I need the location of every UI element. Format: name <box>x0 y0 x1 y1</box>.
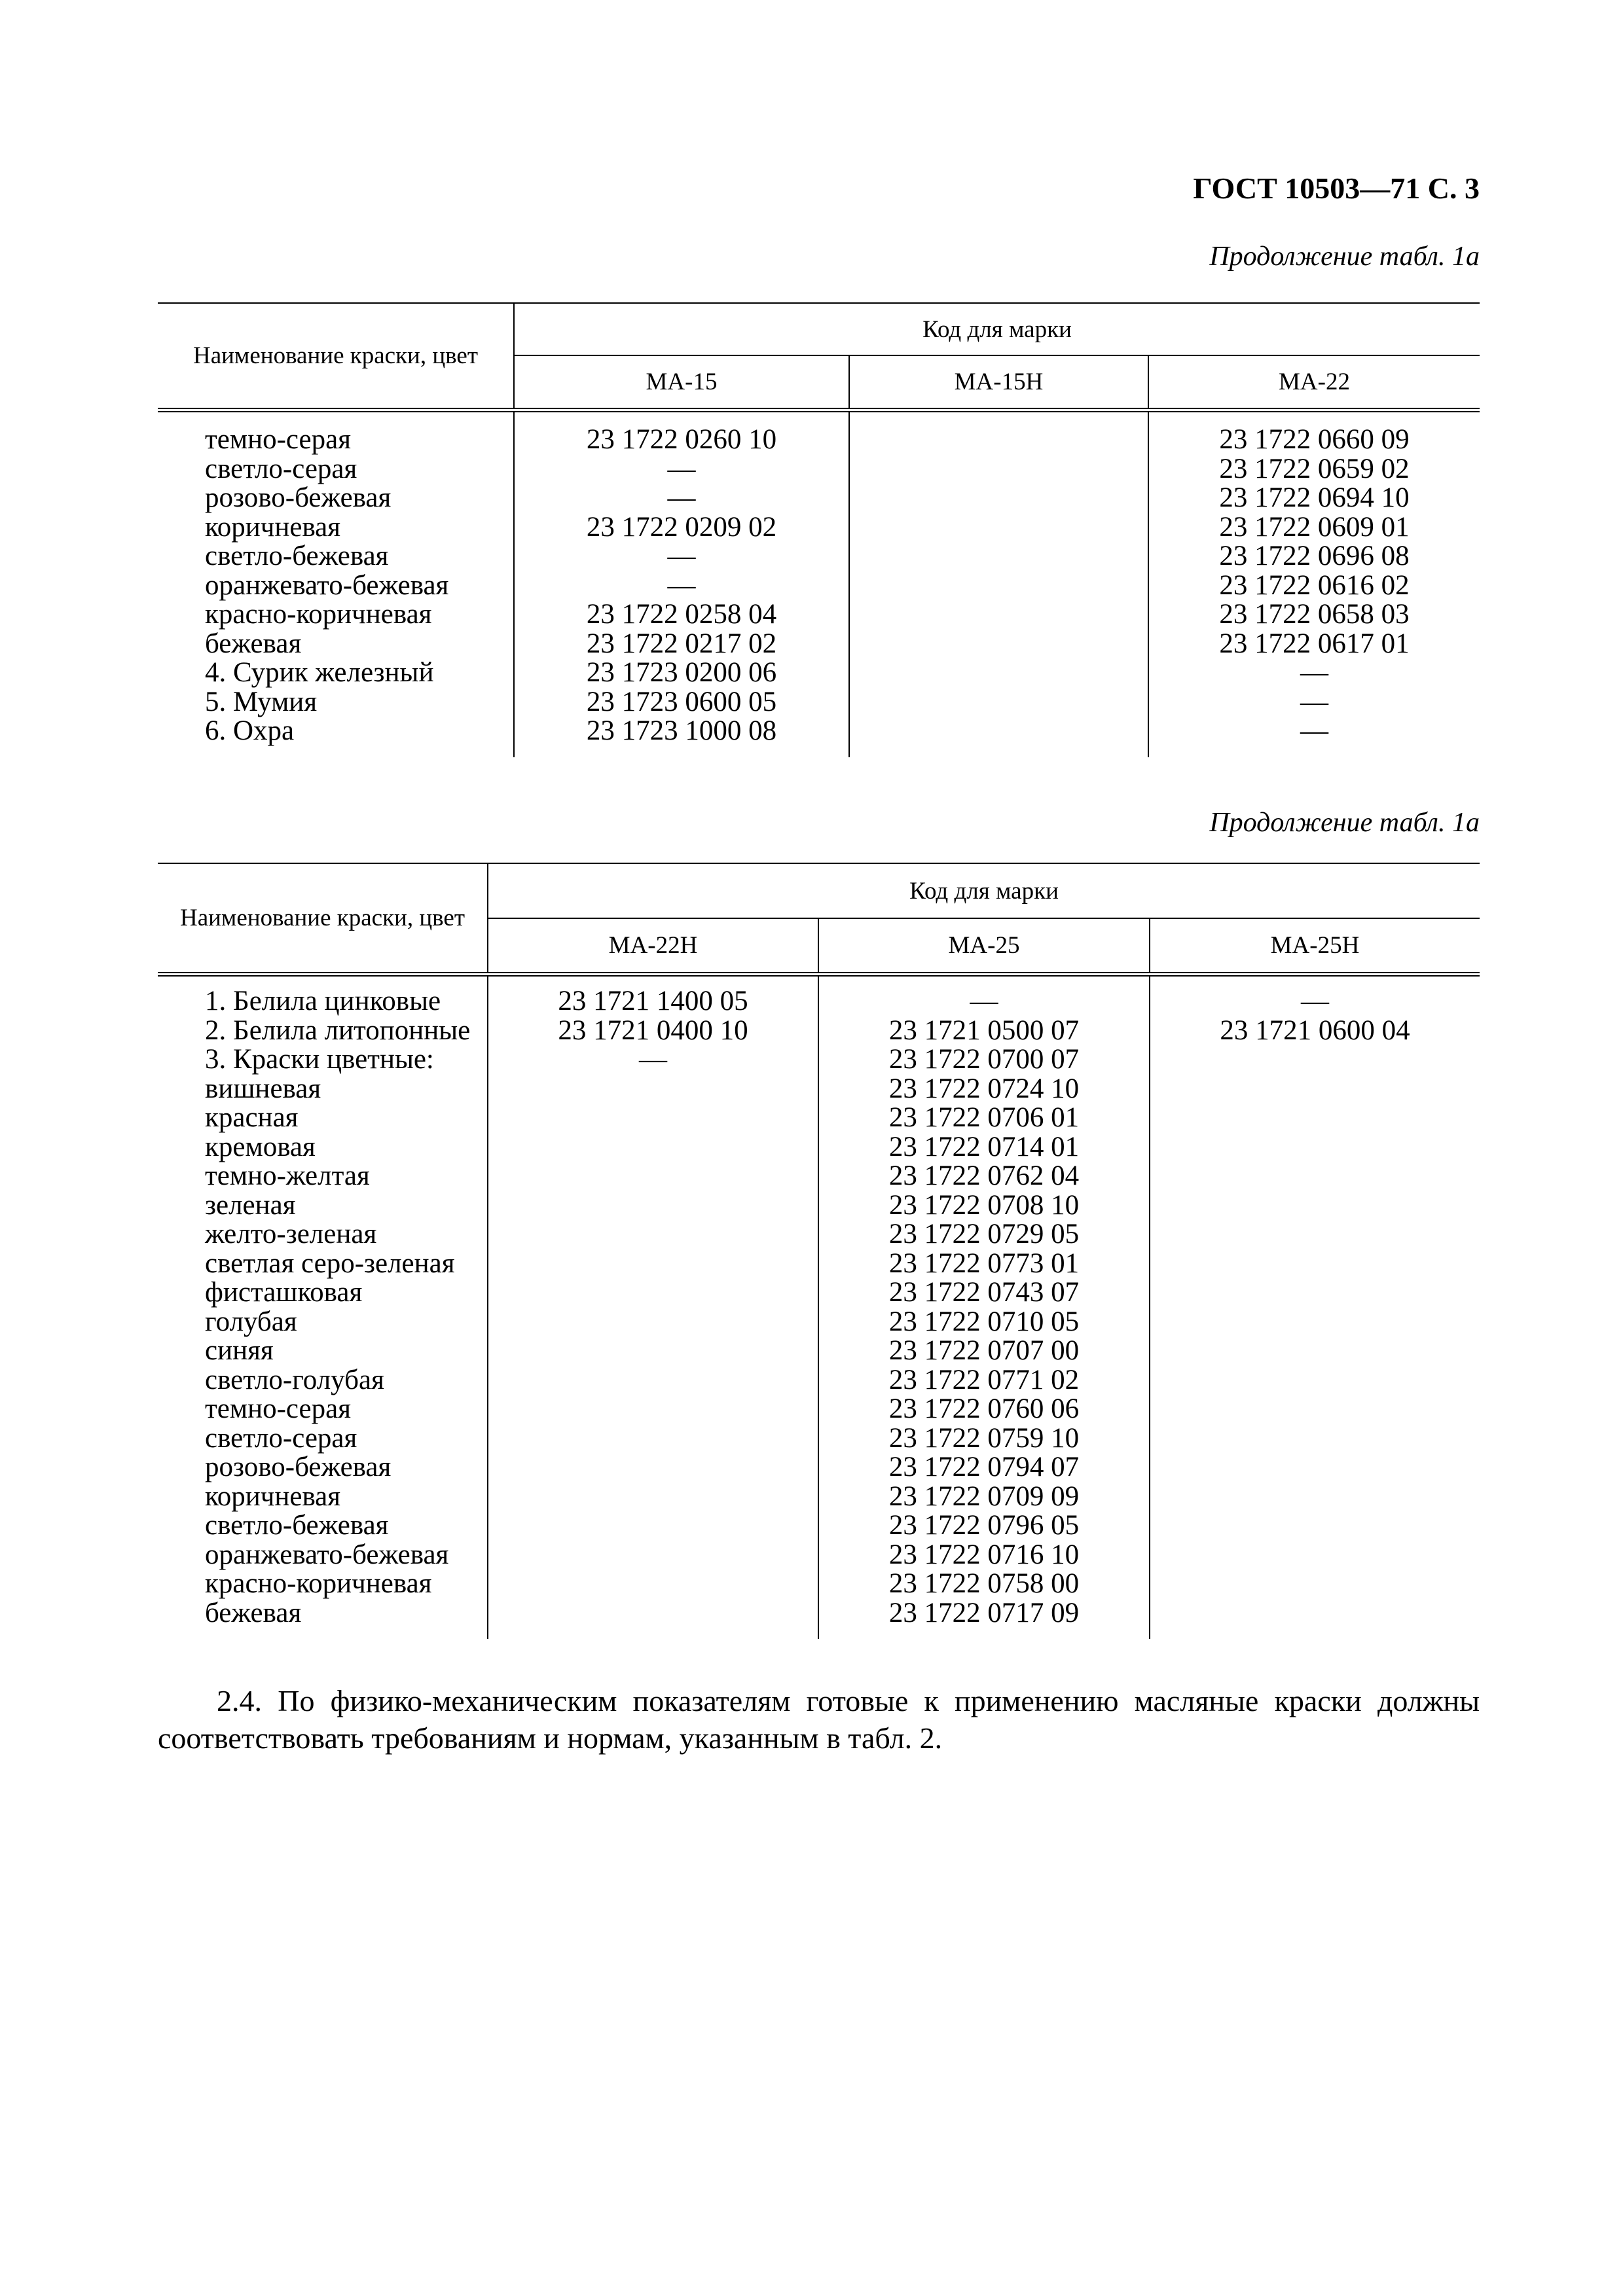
table-row <box>158 455 1480 484</box>
paint-code: 23 1722 0616 02 <box>1148 571 1480 601</box>
name-column-header: Наименование краски, цвет <box>179 905 465 931</box>
paint-name: голубая <box>205 1306 297 1337</box>
name-column-header: Наименование краски, цвет <box>192 342 478 369</box>
code-column-group <box>487 864 1480 972</box>
paint-code: 23 1722 0794 07 <box>818 1453 1149 1482</box>
paint-code: — <box>1148 688 1480 717</box>
paint-code: 23 1722 0717 09 <box>818 1599 1149 1628</box>
paint-code <box>1149 1249 1480 1279</box>
spacer-cell <box>158 1628 487 1639</box>
paint-code: 23 1722 0716 10 <box>818 1541 1149 1570</box>
paint-code: 23 1722 0609 01 <box>1148 513 1480 543</box>
body-paragraph: 2.4. По физико-механическим показателям готовые к применению масляные краски должны соответствовать требованиям и нормам, указанным в табл. 2. <box>158 1684 1480 1755</box>
paint-code <box>487 1395 818 1424</box>
paint-code: 23 1722 0617 01 <box>1148 630 1480 659</box>
paint-name: темно-серая <box>205 424 351 455</box>
table-row <box>158 571 1480 601</box>
paint-code <box>487 1599 818 1628</box>
paint-code: 23 1722 0694 10 <box>1148 484 1480 513</box>
paint-name: 6. Охра <box>205 715 295 746</box>
paint-code: 23 1722 0217 02 <box>513 630 848 659</box>
grade-column-header: МА-25Н <box>1149 919 1480 972</box>
paint-name: светло-голубая <box>205 1364 384 1395</box>
paint-code: 23 1722 0771 02 <box>818 1366 1149 1395</box>
paint-name: фисташковая <box>205 1277 363 1308</box>
paint-name: кремовая <box>205 1131 316 1162</box>
paint-code <box>487 1220 818 1249</box>
paint-name: красная <box>205 1102 299 1133</box>
paint-code <box>1149 1599 1480 1628</box>
paint-code: 23 1723 0600 05 <box>513 688 848 717</box>
paint-code <box>1149 1424 1480 1454</box>
table-row <box>158 1075 1480 1104</box>
paint-code <box>1149 1162 1480 1191</box>
codes-table <box>158 863 1480 1639</box>
paint-code: 23 1721 0600 04 <box>1149 1016 1480 1046</box>
table-row <box>158 1599 1480 1628</box>
paint-code <box>487 1191 818 1221</box>
paint-code <box>1149 1570 1480 1599</box>
table-row <box>158 658 1480 688</box>
paint-code: 23 1721 0400 10 <box>487 1016 818 1046</box>
paint-name: 3. Краски цветные: <box>205 1044 434 1075</box>
paint-code <box>1149 1103 1480 1133</box>
paint-name: розово-бежевая <box>205 482 392 513</box>
paint-name: розово-бежевая <box>205 1452 392 1482</box>
paint-name: коричневая <box>205 1480 341 1512</box>
paint-code <box>848 513 1148 543</box>
table-row <box>158 542 1480 571</box>
paint-code: 23 1722 0758 00 <box>818 1570 1149 1599</box>
paint-code <box>487 1424 818 1454</box>
paint-name: 2. Белила литопонные <box>205 1014 471 1046</box>
grade-headers <box>488 919 1480 972</box>
table-row <box>158 1016 1480 1046</box>
paint-code <box>848 425 1148 455</box>
paint-name: оранжевато-бежевая <box>205 569 449 601</box>
paint-code <box>1149 1045 1480 1075</box>
paint-name: красно-коричневая <box>205 1568 432 1599</box>
table-row <box>158 1045 1480 1075</box>
codes-table <box>158 302 1480 757</box>
paint-name: светло-бежевая <box>205 1510 389 1541</box>
spacer-cell <box>513 412 848 425</box>
paint-code: 23 1723 0200 06 <box>513 658 848 688</box>
paint-code: — <box>1149 987 1480 1016</box>
paint-code: 23 1722 0710 05 <box>818 1308 1149 1337</box>
paint-code: 23 1721 1400 05 <box>487 987 818 1016</box>
paint-code <box>487 1541 818 1570</box>
spacer-cell <box>513 746 848 757</box>
table-row <box>158 1366 1480 1395</box>
paint-name: светло-бежевая <box>205 541 389 571</box>
paint-code <box>1149 1220 1480 1249</box>
paint-code: — <box>513 571 848 601</box>
paint-code: 23 1722 0714 01 <box>818 1133 1149 1162</box>
table-row <box>158 1570 1480 1599</box>
paint-code: — <box>1148 658 1480 688</box>
table-body <box>158 977 1480 1639</box>
table-row <box>158 717 1480 746</box>
paint-name: бежевая <box>205 628 302 659</box>
paint-code <box>487 1103 818 1133</box>
paint-code <box>487 1249 818 1279</box>
grade-column-header: МА-15Н <box>848 356 1148 408</box>
paint-code: — <box>513 542 848 571</box>
paint-code: 23 1722 0659 02 <box>1148 455 1480 484</box>
paint-code: 23 1722 0760 06 <box>818 1395 1149 1424</box>
paint-code <box>487 1278 818 1308</box>
table-row <box>158 425 1480 455</box>
paint-code <box>1149 1133 1480 1162</box>
paint-code: 23 1722 0707 00 <box>818 1336 1149 1366</box>
table-row <box>158 600 1480 630</box>
spacer-cell <box>848 746 1148 757</box>
spacer-cell <box>818 1628 1149 1639</box>
paint-code <box>1149 1191 1480 1221</box>
table-row <box>158 1336 1480 1366</box>
table-header <box>158 302 1480 412</box>
table-body <box>158 412 1480 757</box>
paint-code <box>848 630 1148 659</box>
table-row <box>158 1482 1480 1512</box>
table-row <box>158 1395 1480 1424</box>
paint-code <box>487 1570 818 1599</box>
paint-code: 23 1722 0709 09 <box>818 1482 1149 1512</box>
code-column-group <box>513 304 1480 408</box>
paint-code <box>1149 1278 1480 1308</box>
table-row <box>158 688 1480 717</box>
paint-name: красно-коричневая <box>205 599 432 630</box>
paint-code <box>848 455 1148 484</box>
paint-code <box>487 1453 818 1482</box>
paint-code: — <box>818 987 1149 1016</box>
paint-code <box>487 1366 818 1395</box>
paint-code: 23 1722 0708 10 <box>818 1191 1149 1221</box>
grade-column-header: МА-25 <box>818 919 1149 972</box>
paint-name: 4. Сурик железный <box>205 657 434 688</box>
paint-code <box>848 688 1148 717</box>
paint-code <box>848 600 1148 630</box>
paint-code: — <box>1148 717 1480 746</box>
paint-code: 23 1722 0773 01 <box>818 1249 1149 1279</box>
paint-name: синяя <box>205 1335 274 1366</box>
paint-code: 23 1722 0700 07 <box>818 1045 1149 1075</box>
paint-code <box>487 1133 818 1162</box>
table-row <box>158 1103 1480 1133</box>
paint-code <box>1149 1541 1480 1570</box>
paint-name: оранжевато-бежевая <box>205 1539 449 1570</box>
grade-column-header: МА-15 <box>646 368 718 395</box>
paint-code <box>487 1511 818 1541</box>
table-row <box>158 987 1480 1016</box>
spacer-cell <box>158 412 513 425</box>
code-group-header: Код для марки <box>515 304 1480 356</box>
paint-code: 23 1721 0500 07 <box>818 1016 1149 1046</box>
table-row <box>158 1249 1480 1279</box>
paint-code: 23 1722 0724 10 <box>818 1075 1149 1104</box>
paint-name: темно-серая <box>205 1393 351 1424</box>
paint-name: бежевая <box>205 1597 302 1628</box>
paint-code: 23 1722 0258 04 <box>513 600 848 630</box>
spacer-cell <box>1149 1628 1480 1639</box>
paint-code <box>487 1075 818 1104</box>
table-row <box>158 1133 1480 1162</box>
paint-code: — <box>487 1045 818 1075</box>
table-caption: Продолжение табл. 1а <box>1209 242 1480 272</box>
table-row <box>158 1424 1480 1454</box>
paint-code: 23 1722 0762 04 <box>818 1162 1149 1191</box>
paint-code: 23 1722 0658 03 <box>1148 600 1480 630</box>
table-row <box>158 1308 1480 1337</box>
paint-code <box>848 571 1148 601</box>
paint-code: 23 1722 0696 08 <box>1148 542 1480 571</box>
paint-code <box>1149 1482 1480 1512</box>
grade-column-header: МА-22 <box>1148 356 1480 408</box>
table-row <box>158 1453 1480 1482</box>
paint-code: 23 1722 0729 05 <box>818 1220 1149 1249</box>
paint-name: вишневая <box>205 1073 321 1104</box>
paint-name: 5. Мумия <box>205 686 318 717</box>
document-header: ГОСТ 10503—71 С. 3 <box>1193 171 1480 205</box>
paint-code <box>848 717 1148 746</box>
paint-name: темно-желтая <box>205 1160 370 1191</box>
table-spacer-row <box>158 1628 1480 1639</box>
paint-code <box>487 1308 818 1337</box>
paint-code <box>1149 1075 1480 1104</box>
spacer-cell <box>848 412 1148 425</box>
table-row <box>158 1541 1480 1570</box>
table-row <box>158 513 1480 543</box>
paint-code: — <box>513 484 848 513</box>
paint-code <box>487 1482 818 1512</box>
paint-code <box>1149 1511 1480 1541</box>
paint-code <box>1149 1395 1480 1424</box>
table-row <box>158 1220 1480 1249</box>
paint-name: 1. Белила цинковые <box>205 986 441 1016</box>
spacer-cell <box>487 1628 818 1639</box>
code-group-header: Код для марки <box>488 864 1480 919</box>
table-row <box>158 1278 1480 1308</box>
paint-name: светло-серая <box>205 453 357 484</box>
paint-code: 23 1722 0759 10 <box>818 1424 1149 1454</box>
table-row <box>158 1511 1480 1541</box>
table-row <box>158 1162 1480 1191</box>
paint-name: желто-зеленая <box>205 1219 377 1249</box>
table-spacer-row <box>158 746 1480 757</box>
spacer-cell <box>1148 746 1480 757</box>
paint-code: 23 1723 1000 08 <box>513 717 848 746</box>
paint-name: зеленая <box>205 1189 296 1221</box>
table-row <box>158 630 1480 659</box>
paint-code: 23 1722 0260 10 <box>513 425 848 455</box>
paint-code: 23 1722 0209 02 <box>513 513 848 543</box>
paint-code: — <box>513 455 848 484</box>
paint-code <box>848 542 1148 571</box>
paint-code <box>1149 1308 1480 1337</box>
paint-code: 23 1722 0796 05 <box>818 1511 1149 1541</box>
grade-headers <box>515 356 1480 408</box>
table-spacer-row <box>158 412 1480 425</box>
table-row <box>158 1191 1480 1221</box>
spacer-cell <box>1148 412 1480 425</box>
paint-code <box>1149 1453 1480 1482</box>
paint-code <box>487 1336 818 1366</box>
table-row <box>158 484 1480 513</box>
grade-column-header: МА-22Н <box>608 932 698 959</box>
paint-name: светло-серая <box>205 1422 357 1454</box>
paint-code <box>1149 1366 1480 1395</box>
paint-code: 23 1722 0706 01 <box>818 1103 1149 1133</box>
paint-code: 23 1722 0743 07 <box>818 1278 1149 1308</box>
spacer-cell <box>158 746 513 757</box>
paint-code: 23 1722 0660 09 <box>1148 425 1480 455</box>
table-caption: Продолжение табл. 1а <box>1209 808 1480 838</box>
paint-code <box>848 658 1148 688</box>
paint-code <box>1149 1336 1480 1366</box>
table-header <box>158 863 1480 977</box>
paint-code <box>848 484 1148 513</box>
paint-code <box>487 1162 818 1191</box>
paint-name: коричневая <box>205 511 341 543</box>
paint-name: светлая серо-зеленая <box>205 1247 455 1279</box>
